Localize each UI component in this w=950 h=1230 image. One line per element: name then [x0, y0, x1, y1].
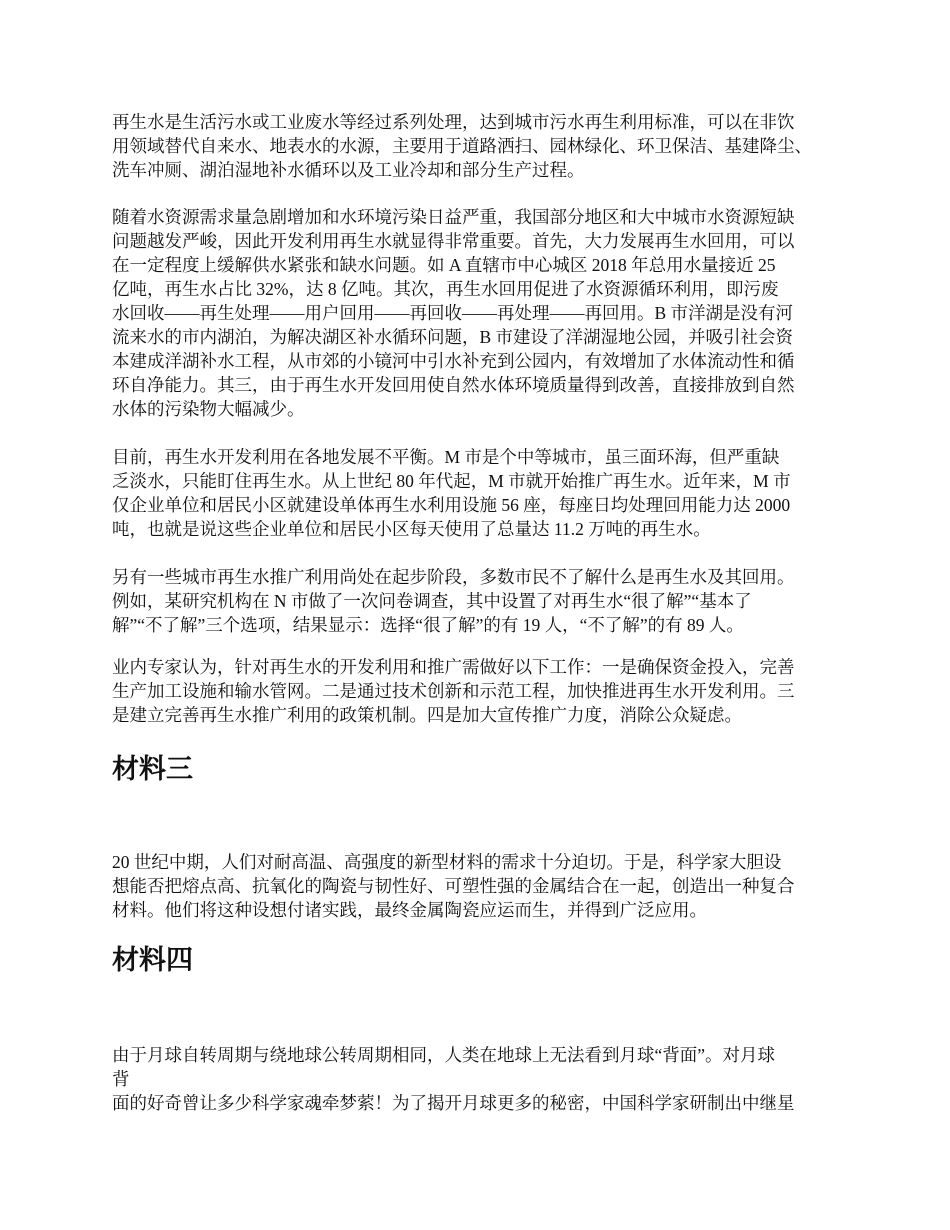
- paragraph-reclaimed-water-importance: [112, 205, 795, 421]
- paragraph-cermet-material: [112, 850, 795, 922]
- text-line: 再生水是生活污水或工业废水等经过系列处理，达到城市污水再生利用标准，可以在非饮: [112, 112, 795, 132]
- paragraph-moon-far-side: [112, 1043, 795, 1115]
- section-heading-material-three: 材料三: [112, 754, 193, 785]
- text-line: 水体的污染物大幅减少。: [112, 399, 305, 419]
- paragraph-n-city-survey: [112, 565, 795, 637]
- text-line: 流来水的市内湖泊，为解决湖区补水循环问题，B 市建设了洋湖湿地公园，并吸引社会资: [112, 327, 794, 347]
- text-line: 背: [112, 1069, 130, 1089]
- text-line: 想能否把熔点高、抗氧化的陶瓷与韧性好、可塑性强的金属结合在一起，创造出一种复合: [112, 876, 795, 896]
- text-line: 随着水资源需求量急剧增加和水环境污染日益严重，我国部分地区和大中城市水资源短缺: [112, 207, 795, 227]
- text-line: 在一定程度上缓解供水紧张和缺水问题。如 A 直辖市中心城区 2018 年总用水量接近 25: [112, 255, 776, 275]
- text-line: 吨，也就是说这些企业单位和居民小区每天使用了总量达 11.2 万吨的再生水。: [112, 519, 711, 539]
- text-line: 亿吨，再生水占比 32%，达 8 亿吨。其次，再生水回用促进了水资源循环利用，即污废: [112, 279, 779, 299]
- text-line: 另有一些城市再生水推广利用尚处在起步阶段，多数市民不了解什么是再生水及其回用。: [112, 567, 795, 587]
- text-line: 业内专家认为，针对再生水的开发利用和推广需做好以下工作：一是确保资金投入，完善: [112, 657, 795, 677]
- paragraph-reclaimed-water-definition: [112, 110, 812, 182]
- text-line: 仅企业单位和居民小区就建设单体再生水利用设施 56 座，每座日均处理回用能力达 2000: [112, 495, 791, 515]
- text-line: 20 世纪中期，人们对耐高温、高强度的新型材料的需求十分迫切。于是，科学家大胆设: [112, 852, 782, 872]
- text-line: 本建成洋湖补水工程，从市郊的小镜河中引水补充到公园内，有效增加了水体流动性和循: [112, 351, 795, 371]
- text-line: 洗车冲厕、湖泊湿地补水循环以及工业冷却和部分生产过程。: [112, 160, 585, 180]
- text-line: 面的好奇曾让多少科学家魂牵梦萦！为了揭开月球更多的秘密，中国科学家研制出中继星: [112, 1093, 795, 1113]
- text-line: 由于月球自转周期与绕地球公转周期相同，人类在地球上无法看到月球“背面”。对月球: [112, 1045, 776, 1065]
- text-line: 材料。他们将这种设想付诸实践，最终金属陶瓷应运而生，并得到广泛应用。: [112, 900, 707, 920]
- text-line: 目前，再生水开发利用在各地发展不平衡。M 市是个中等城市，虽三面环海，但严重缺: [112, 447, 780, 467]
- text-line: 乏淡水，只能盯住再生水。从上世纪 80 年代起，M 市就开始推广再生水。近年来，M 市: [112, 471, 791, 491]
- text-line: 问题越发严峻，因此开发利用再生水就显得非常重要。首先，大力发展再生水回用，可以: [112, 231, 795, 251]
- text-line: 水回收——再生处理——用户回用——再回收——再处理——再回用。B 市洋湖是没有河: [112, 303, 794, 323]
- text-line: 生产加工设施和输水管网。二是通过技术创新和示范工程，加快推进再生水开发利用。三: [112, 681, 795, 701]
- section-heading-material-four: 材料四: [112, 945, 193, 976]
- paragraph-m-city-development: [112, 445, 791, 541]
- text-line: 是建立完善再生水推广利用的政策机制。四是加大宣传推广力度，消除公众疑虑。: [112, 705, 742, 725]
- text-line: 例如，某研究机构在 N 市做了一次问卷调查，其中设置了对再生水“很了解”“基本了: [112, 591, 752, 611]
- text-line: 环自净能力。其三，由于再生水开发回用使自然水体环境质量得到改善，直接排放到自然: [112, 375, 795, 395]
- paragraph-expert-recommendations: [112, 655, 795, 727]
- text-line: 用领域替代自来水、地表水的水源，主要用于道路洒扫、园林绿化、环卫保洁、基建降尘、: [112, 136, 812, 156]
- text-line: 解”“不了解”三个选项，结果显示：选择“很了解”的有 19 人，“不了解”的有 89 人。: [112, 615, 744, 635]
